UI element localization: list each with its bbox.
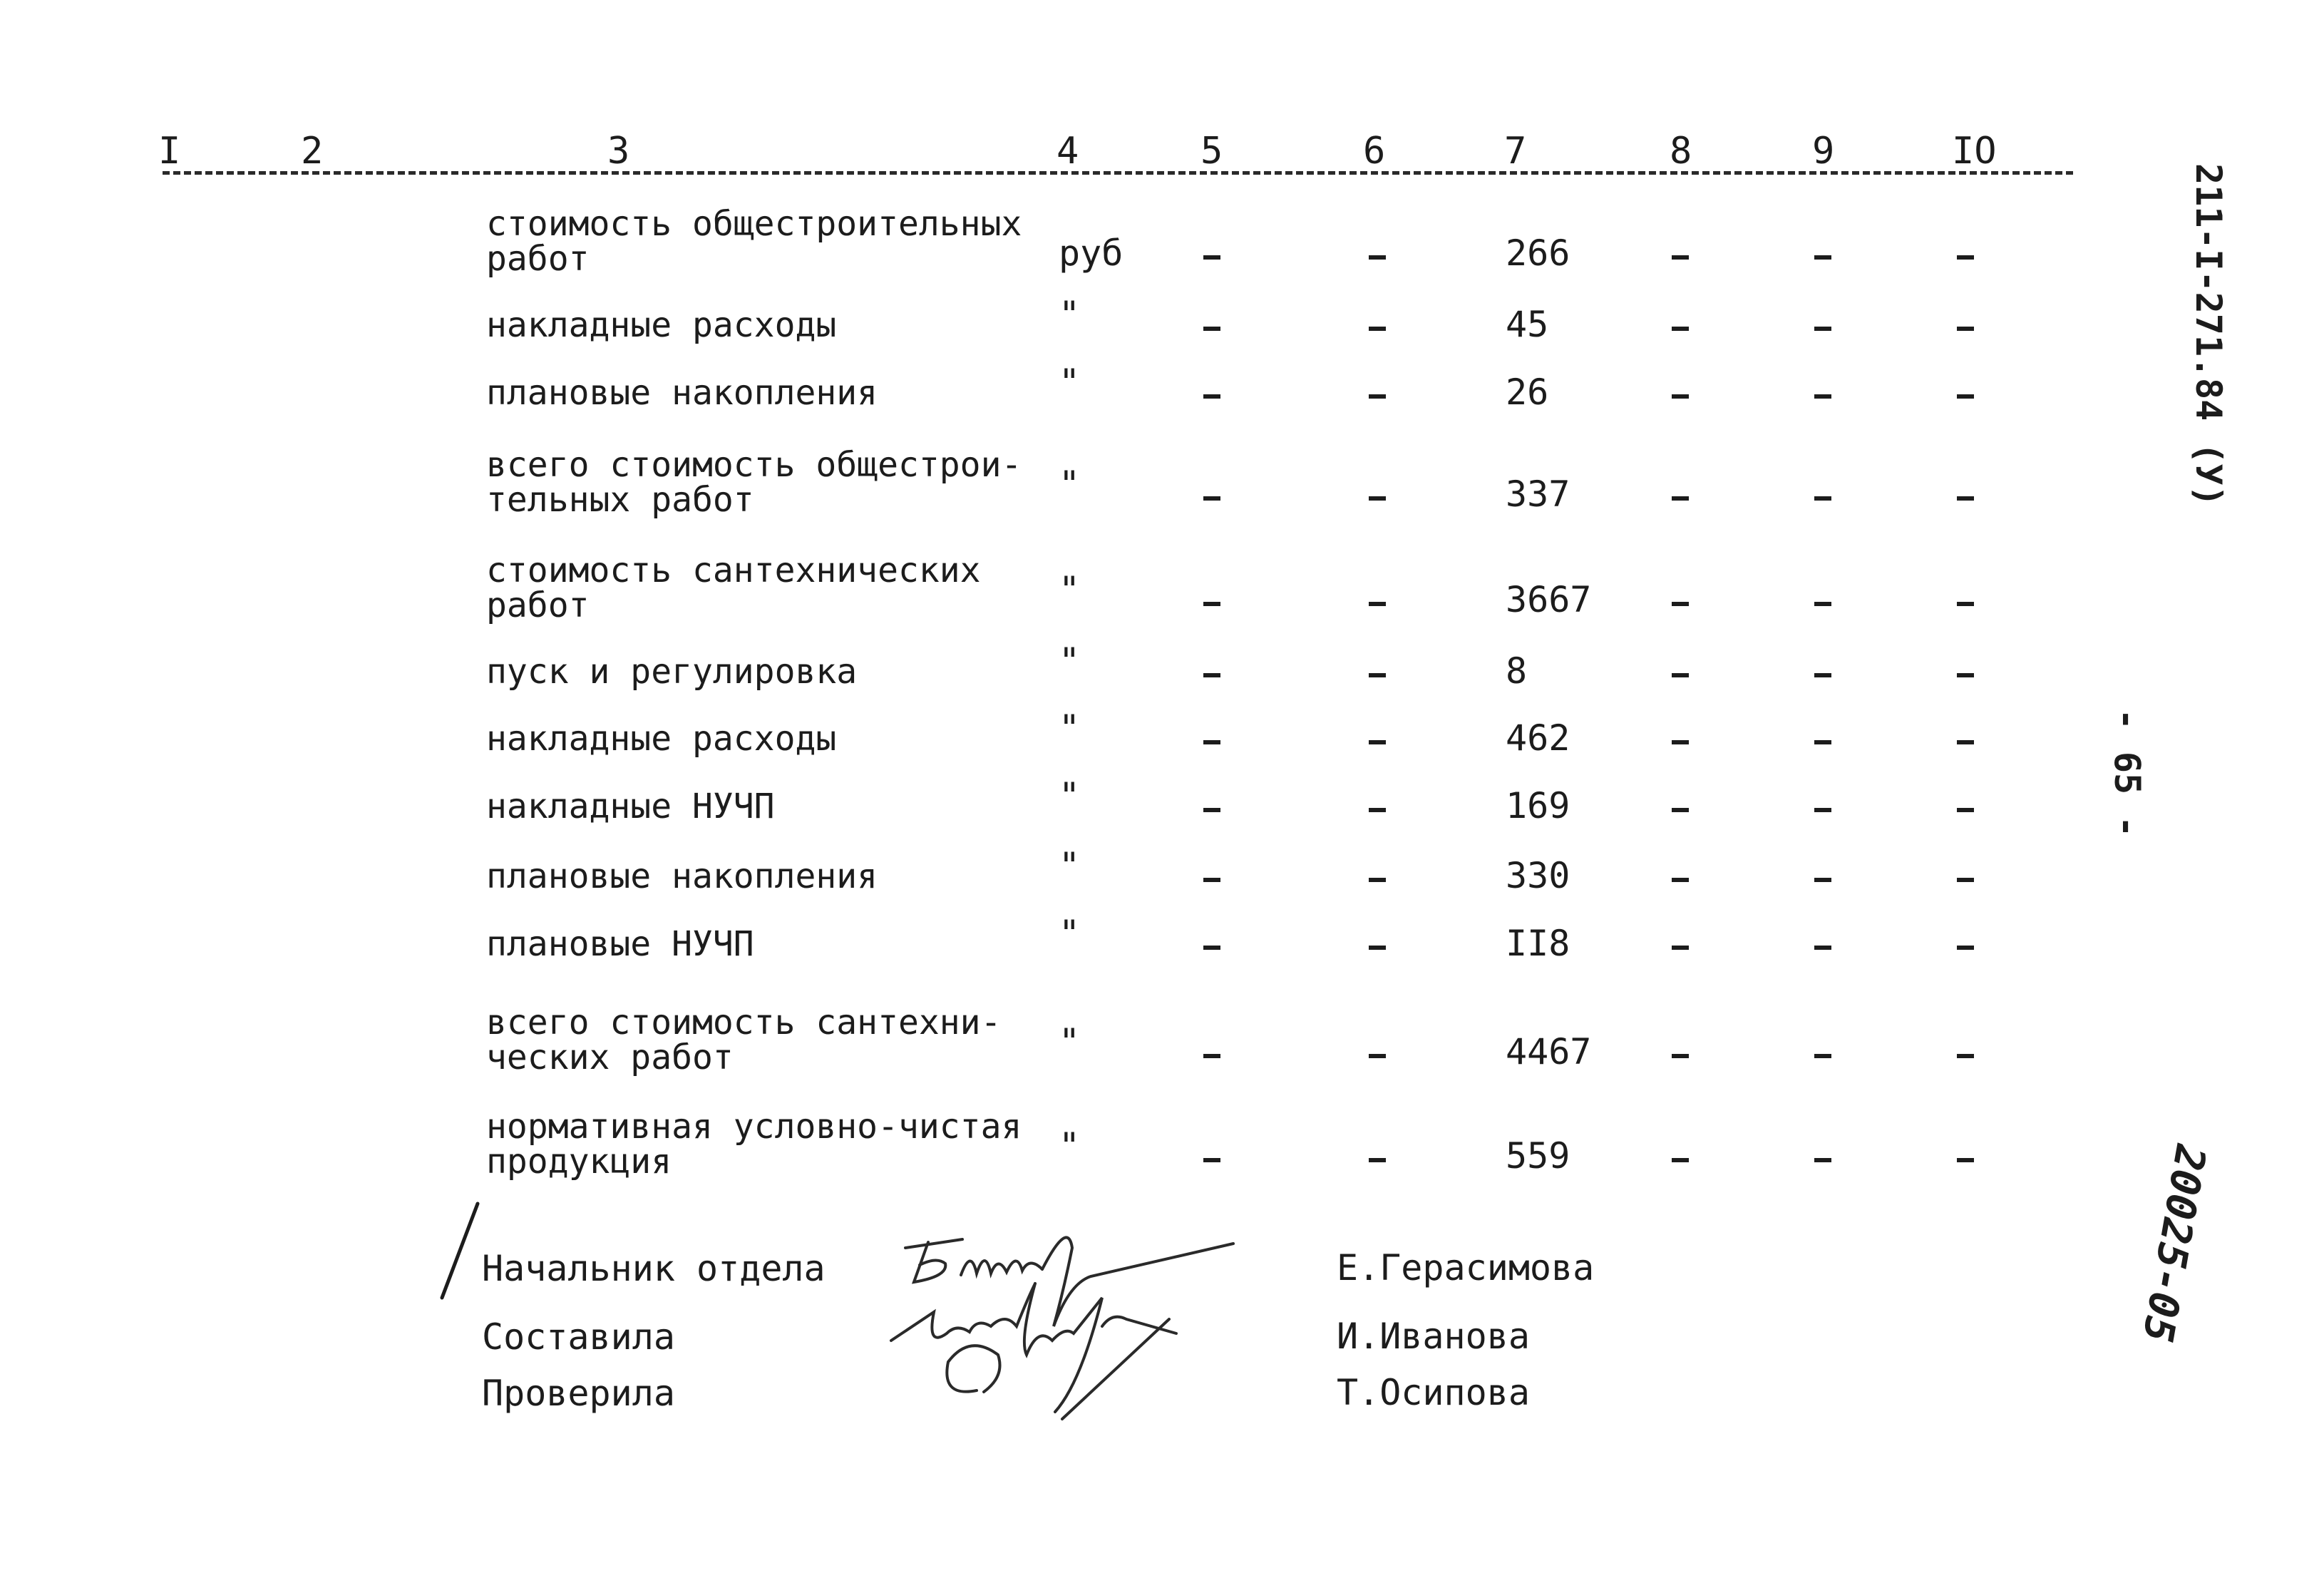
- row-value-col7: 337: [1506, 473, 1570, 515]
- col-header-8: 8: [1670, 130, 1692, 173]
- dash-c6: [1369, 673, 1386, 677]
- row-description: стоимость общестроительных работ: [486, 204, 1022, 279]
- dash-c10: [1957, 808, 1974, 812]
- dash-c6: [1369, 394, 1386, 399]
- dash-c10: [1957, 602, 1974, 606]
- row-unit: ": [1059, 1021, 1081, 1062]
- dash-c8: [1672, 394, 1689, 399]
- dash-c6: [1369, 1158, 1386, 1162]
- row-value-col7: II8: [1506, 923, 1570, 964]
- dash-c10: [1957, 327, 1974, 331]
- col-header-10: IO: [1952, 130, 1997, 173]
- dash-c8: [1672, 1158, 1689, 1162]
- dash-c9: [1814, 1054, 1831, 1058]
- dash-c5: [1203, 1054, 1220, 1058]
- dash-c6: [1369, 808, 1386, 812]
- row-unit: ": [1059, 707, 1081, 749]
- dash-c9: [1814, 255, 1831, 260]
- col-header-5: 5: [1200, 130, 1223, 173]
- row-unit: ": [1059, 294, 1081, 335]
- dash-c8: [1672, 255, 1689, 260]
- row-value-col7: 45: [1506, 304, 1549, 345]
- document-code: 211-I-271.84 (У): [2188, 163, 2229, 507]
- dash-c10: [1957, 673, 1974, 677]
- dash-c6: [1369, 946, 1386, 950]
- row-value-col7: 266: [1506, 232, 1570, 274]
- row-description: нормативная условно-чистая продукция: [486, 1107, 1022, 1182]
- dash-c5: [1203, 602, 1220, 606]
- row-unit: ": [1059, 362, 1081, 403]
- dash-c9: [1814, 740, 1831, 744]
- dash-c5: [1203, 327, 1220, 331]
- dash-c6: [1369, 740, 1386, 744]
- dash-c10: [1957, 496, 1974, 501]
- dash-c10: [1957, 946, 1974, 950]
- dash-c8: [1672, 878, 1689, 882]
- dash-c10: [1957, 878, 1974, 882]
- row-value-col7: 559: [1506, 1135, 1570, 1177]
- row-unit: ": [1059, 775, 1081, 816]
- dash-c5: [1203, 808, 1220, 812]
- dash-c10: [1957, 394, 1974, 399]
- dash-c5: [1203, 1158, 1220, 1162]
- signature-role-chief: Начальник отдела: [482, 1248, 826, 1289]
- dash-c5: [1203, 255, 1220, 260]
- dash-c6: [1369, 496, 1386, 501]
- row-unit: ": [1059, 845, 1081, 886]
- dash-c6: [1369, 255, 1386, 260]
- row-description: плановые НУЧП: [486, 924, 754, 964]
- dash-c9: [1814, 1158, 1831, 1162]
- row-description: накладные НУЧП: [486, 787, 775, 826]
- row-value-col7: 462: [1506, 717, 1570, 759]
- margin-slash-mark: [428, 1198, 492, 1305]
- dash-c8: [1672, 1054, 1689, 1058]
- col-header-6: 6: [1363, 130, 1386, 173]
- dash-c10: [1957, 255, 1974, 260]
- row-value-col7: 3667: [1506, 579, 1592, 620]
- dash-c6: [1369, 327, 1386, 331]
- row-unit: ": [1059, 913, 1081, 954]
- col-header-7: 7: [1504, 130, 1527, 173]
- inventory-number: 20025-05: [2133, 1141, 2216, 1346]
- row-description: плановые накопления: [486, 856, 878, 896]
- dash-c8: [1672, 808, 1689, 812]
- dash-c5: [1203, 394, 1220, 399]
- dash-c8: [1672, 740, 1689, 744]
- header-rule: [163, 171, 2073, 175]
- signature-name-checked: Т.Осипова: [1337, 1372, 1530, 1413]
- dash-c8: [1672, 496, 1689, 501]
- dash-c6: [1369, 878, 1386, 882]
- dash-c8: [1672, 602, 1689, 606]
- dash-c8: [1672, 327, 1689, 331]
- row-value-col7: 26: [1506, 372, 1549, 413]
- row-description: накладные расходы: [486, 305, 837, 345]
- col-header-9: 9: [1812, 130, 1835, 173]
- dash-c10: [1957, 740, 1974, 744]
- col-header-1: I: [158, 130, 181, 173]
- dash-c9: [1814, 673, 1831, 677]
- dash-c6: [1369, 1054, 1386, 1058]
- dash-c9: [1814, 496, 1831, 501]
- dash-c9: [1814, 878, 1831, 882]
- dash-c9: [1814, 327, 1831, 331]
- row-unit: руб: [1059, 232, 1124, 274]
- signature-role-compiled: Составила: [482, 1316, 675, 1358]
- signature-role-checked: Проверила: [482, 1373, 675, 1414]
- row-unit: ": [1059, 1125, 1081, 1167]
- row-description: всего стоимость сантехни- ческих работ: [486, 1003, 1002, 1077]
- dash-c9: [1814, 808, 1831, 812]
- row-description: всего стоимость общестрои- тельных работ: [486, 445, 1022, 520]
- dash-c9: [1814, 602, 1831, 606]
- dash-c9: [1814, 394, 1831, 399]
- dash-c5: [1203, 673, 1220, 677]
- dash-c9: [1814, 946, 1831, 950]
- dash-c5: [1203, 740, 1220, 744]
- row-value-col7: 8: [1506, 650, 1528, 692]
- row-description: плановые накопления: [486, 373, 878, 413]
- row-value-col7: 169: [1506, 785, 1570, 826]
- signature-name-chief: Е.Герасимова: [1337, 1247, 1595, 1289]
- col-header-2: 2: [301, 130, 324, 173]
- row-description: накладные расходы: [486, 719, 837, 759]
- row-unit: ": [1059, 569, 1081, 610]
- dash-c10: [1957, 1158, 1974, 1162]
- dash-c8: [1672, 946, 1689, 950]
- col-header-4: 4: [1056, 130, 1079, 173]
- row-unit: ": [1059, 640, 1081, 682]
- row-value-col7: 330: [1506, 855, 1570, 896]
- row-value-col7: 4467: [1506, 1031, 1592, 1072]
- handwritten-signatures: [877, 1205, 1305, 1433]
- signature-name-compiled: И.Иванова: [1337, 1316, 1530, 1357]
- dash-c6: [1369, 602, 1386, 606]
- dash-c8: [1672, 673, 1689, 677]
- row-description: пуск и регулировка: [486, 652, 858, 692]
- dash-c5: [1203, 946, 1220, 950]
- dash-c5: [1203, 878, 1220, 882]
- dash-c5: [1203, 496, 1220, 501]
- dash-c10: [1957, 1054, 1974, 1058]
- page-number: - 65 -: [2107, 708, 2148, 838]
- row-unit: ": [1059, 463, 1081, 505]
- col-header-3: 3: [607, 130, 630, 173]
- row-description: стоимость сантехнических работ: [486, 550, 981, 625]
